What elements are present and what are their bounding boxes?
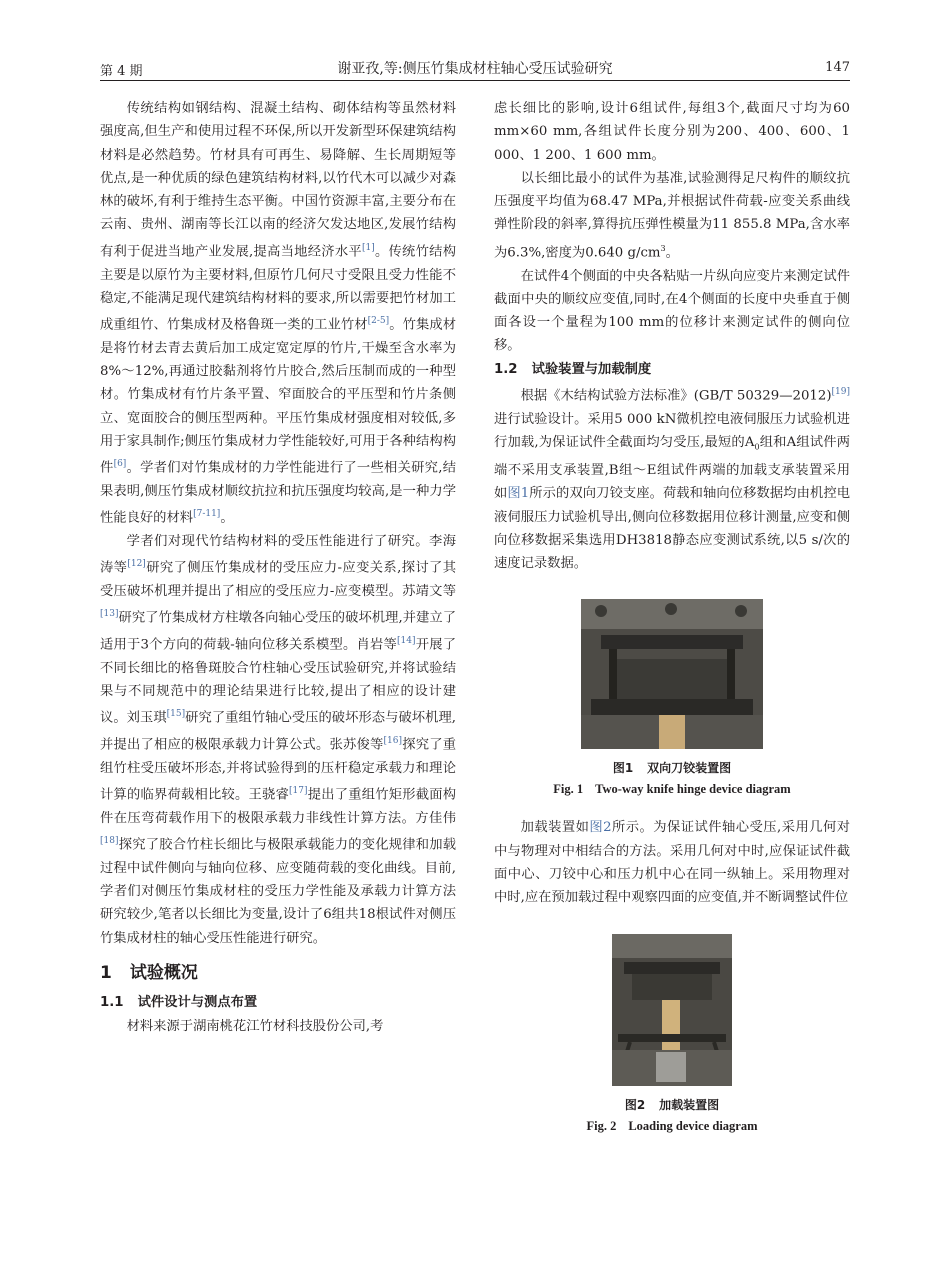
left-column [100,97,456,1038]
body-paragraph: 材料来源于湖南桃花江竹材科技股份公司,考 [126,1018,384,1034]
knife-hinge-photo [581,599,763,749]
intro-paragraph-1: 传统结构如钢结构、混凝土结构、砌体结构等虽然材料强度高,但生产和使用过程不环保,所以开发新型环保建筑结构材料是必然趋势。竹材具有可再生、易降解、生长周期短等优点,是一种优质的绿色建筑结构材料,以竹代木可以减少对森林的破坏,有利于维持生态平衡。中国竹资源丰富,主要分布在云南、贵州、湖南等长江以南的经济欠发达地区,发展竹结构有利于促进当地产业发展,提高当地经济水平[1]。传统竹结构主要是以原竹为主要材料,但原竹几何尺寸受限且受力性能不稳定,不能满足现代建筑结构材料的要求,所以需要把竹材加工成重组竹、竹集成材及格鲁斑一类的工业竹材[2-5]。竹集成材是将竹材去青去黄后加工成定宽定厚的竹片,干燥至含水率为8%～12%,再通过胶黏剂将竹片胶合,然后压制而成的一种型材。竹集成材有竹片条平置、窄面胶合的平压型和竹片条侧立、宽面胶合的侧压型两种。平压竹集成材强度相对较低,多用于家具制作;侧压竹集成材力学性能较好,可用于各种结构构件[6]。学者们对竹集成材的力学性能进行了一些相关研究,结果表明,侧压竹集成材顺纹抗拉和抗压强度均较高,是一种力学性能良好的材料[7-11]。 [100,101,457,526]
figure-2-caption-cn: 图2 加载装置图 [624,1097,720,1112]
figure-2-caption-en: Fig. 2 Loading device diagram [586,1118,758,1133]
page-header [100,50,850,81]
citation[interactable]: [14] [397,636,416,647]
loading-device-illustration [612,934,732,1086]
citation[interactable]: [17] [289,786,308,797]
issue-number: 第 4 期 [100,64,143,79]
citation[interactable]: [16] [383,736,402,747]
knife-hinge-illustration [581,599,763,749]
body-paragraph: 在试件4个侧面的中央各粘贴一片纵向应变片来测定试件截面中央的顺纹应变值,同时,在4个侧面的长度中央垂直于侧面各设一个量程为100 mm的位移计来测定试件的侧向位移。 [494,268,850,354]
body-paragraph: 虑长细比的影响,设计6组试件,每组3个,截面尺寸均为60 mm×60 mm,各组试件长度分别为200、400、600、1 000、1 200、1 600 mm。 [494,101,850,163]
body-paragraph: 根据《木结构试验方法标准》(GB/T 50329—2012)[19]进行试验设计。采用5 000 kN微机控电液伺服压力试验机进行加载,为保证试件全截面均匀受压,最短的$A_0$组和A组试件两端不采用支承装置,B组～E组试件两端的加载支承装置采用如图1所示的双向刀铰支座。荷载和轴向位移数据均由机控电液伺服压力试验机导出,侧向位移数据用位移计测量,应变和侧向位移数据采集选用DH3818静态应变测试系统,以5 s/次的速度记录数据。 [494,386,851,572]
page-number: 147 [825,60,850,75]
figure-1-caption-cn: 图1 双向刀铰装置图 [612,761,732,776]
running-title: 谢亚孜,等:侧压竹集成材柱轴心受压试验研究 [337,61,613,77]
loading-device-photo [612,934,732,1086]
intro-paragraph-2: 学者们对现代竹结构材料的受压性能进行了研究。李海涛等[12]研究了侧压竹集成材的受压应力-应变关系,探讨了其受压破坏机理并提出了相应的受压应力-应变模型。苏靖文等[13]研究了竹集成材方柱墩各向轴心受压的破坏机理,并建立了适用于3个方向的荷载-轴向位移关系模型。肖岩等[14]开展了不同长细比的格鲁斑胶合竹柱轴心受压试验研究,并将试验结果与不同规范中的理论结果进行比较,提出了相应的设计建议。刘玉琪[15]研究了重组竹轴心受压的破坏形态与破坏机理,并提出了相应的极限承载力计算公式。张苏俊等[16]探究了重组竹柱受压破坏形态,并将试验得到的压杆稳定承载力和理论计算的临界荷载相比较。王骁睿[17]提出了重组竹矩形截面构件在压弯荷载作用下的极限承载力非线性计算方法。方佳伟[18]探究了胶合竹柱长细比与极限承载能力的变化规律和加载过程中试件侧向与轴向位移、应变随荷载的变化曲线。目前,学者们对侧压竹集成材柱的受压力学性能及承载力计算方法研究较少,笔者以长细比为变量,设计了6组共18根试件对侧压竹集成材柱的轴心受压性能进行研究。 [100,534,457,946]
figure-reference[interactable]: 图2 [589,820,612,836]
body-paragraph: 以长细比最小的试件为基准,试验测得足尺构件的顺纹抗压强度平均值为68.47 MPa,并根据试件荷载-应变关系曲线弹性阶段的斜率,算得抗压弹性模量为11 855.8 MPa,含水率为6.3%,密度为0.640 $g/cm^3$。 [494,170,850,261]
citation[interactable]: [1] [361,242,375,253]
citation[interactable]: [15] [166,709,186,720]
body-paragraph: 加载装置如图2所示。为保证试件轴心受压,采用几何对中与物理对中相结合的方法。采用几何对中时,应保证试件截面中心、刀铰中心和压力机中心在同一纵轴上。采用物理对中时,应在预加载过程中观察四面的应变值,并不断调整试件位 [494,820,850,906]
citation[interactable]: [19] [831,386,850,397]
subsection-heading: 1.1 试件设计与测点布置 [100,995,258,1011]
right-column [494,97,850,1135]
citation[interactable]: [7-11] [193,509,221,520]
citation[interactable]: [13] [100,609,119,620]
citation[interactable]: [18] [100,836,119,847]
citation[interactable]: [6] [113,459,127,470]
figure-2 [494,934,850,1135]
figure-reference[interactable]: 图1 [507,486,530,502]
citation[interactable]: [12] [127,559,146,570]
figure-1 [494,599,850,798]
subsection-heading: 1.2 试验装置与加载制度 [494,361,652,377]
section-heading: 1 试验概况 [100,963,198,984]
citation[interactable]: [2-5] [367,316,390,327]
figure-1-caption-en: Fig. 1 Two-way knife hinge device diagram [553,782,791,797]
